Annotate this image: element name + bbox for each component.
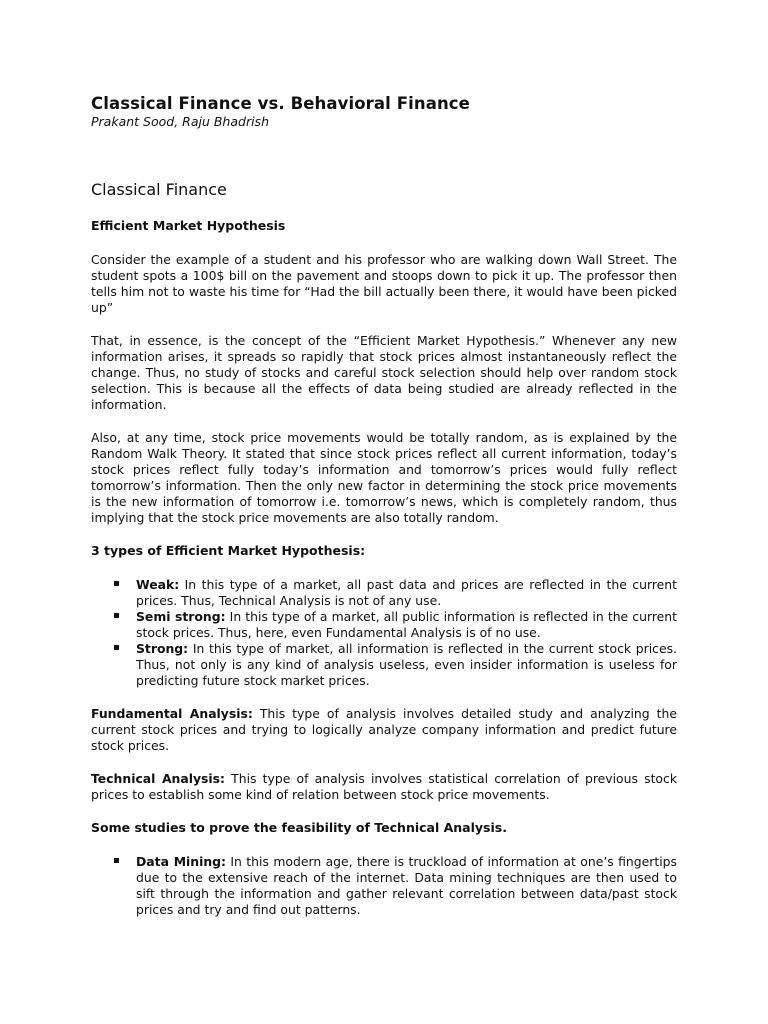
studies-list [91, 854, 677, 918]
term-fundamental-analysis: Fundamental Analysis: [91, 706, 253, 721]
emh-types-list [91, 577, 677, 689]
list-item-term: Data Mining: [136, 854, 226, 869]
section-heading-classical-finance: Classical Finance [91, 180, 227, 199]
definition-fundamental-analysis: This type of analysis involves detailed study and analyzing the current stock prices and trying to logically analyze company information and predict future stock prices. [91, 706, 677, 753]
list-item-term: Strong: [136, 641, 189, 656]
list-item-data-mining [136, 854, 677, 918]
square-bullet-icon [114, 858, 119, 863]
subheading-emh-types: 3 types of Efficient Market Hypothesis: [91, 543, 366, 558]
list-item-semi-strong [136, 609, 677, 641]
subheading-efficient-market-hypothesis: Efficient Market Hypothesis [91, 218, 286, 233]
square-bullet-icon [114, 581, 119, 586]
document-title: Classical Finance vs. Behavioral Finance [91, 94, 470, 113]
list-item-text: In this type of a market, all public information is reflected in the current stock prices. Thus, here, even Fundamental Analysis is of no use. [136, 609, 677, 640]
square-bullet-icon [114, 613, 119, 618]
square-bullet-icon [114, 645, 119, 650]
term-technical-analysis: Technical Analysis: [91, 771, 225, 786]
document-authors: Prakant Sood, Raju Bhadrish [91, 114, 269, 129]
paragraph-technical-analysis [91, 771, 677, 803]
definition-technical-analysis: This type of analysis involves statistical correlation of previous stock prices to establish some kind of relation between stock price movements. [91, 771, 677, 802]
list-item-strong [136, 641, 677, 689]
paragraph-wall-street-example: Consider the example of a student and his professor who are walking down Wall Street. The student spots a 100$ bill on the pavement and stoops down to pick it up. The professor then tells him not to waste his time for “Had the bill actually been there, it would have been picked up” [91, 252, 677, 315]
list-item-term: Semi strong: [136, 609, 226, 624]
paragraph-fundamental-analysis [91, 706, 677, 754]
paragraph-random-walk: Also, at any time, stock price movements would be totally random, as is explained by the Random Walk Theory. It stated that since stock prices reflect all current information, today’s stock prices reflect fully today’s information and tomorrow’s prices would fully reflect tomorrow’s information. Then the only new factor in determining the stock price movements is the new information of tomorrow i.e. tomorrow’s news, which is completely random, thus implying that the stock price movements are also totally random. [91, 430, 677, 525]
list-item-text: In this type of market, all information is reflected in the current stock prices. Thus, not only is any kind of analysis useless, even insider information is useless for predicting future stock market prices. [136, 641, 677, 688]
subheading-technical-analysis-studies: Some studies to prove the feasibility of Technical Analysis. [91, 820, 507, 835]
list-item-text: In this type of a market, all past data and prices are reflected in the current prices. Thus, Technical Analysis is not of any use. [136, 577, 677, 608]
list-item-text: In this modern age, there is truckload of information at one’s fingertips due to the extensive reach of the internet. Data mining techniques are then used to sift through the information and gather relevant correlation between data/past stock prices and try and find out patterns. [136, 854, 677, 917]
paragraph-emh-concept: That, in essence, is the concept of the “Efficient Market Hypothesis.” Whenever any new information arises, it spreads so rapidly that stock prices almost instantaneously reflect the change. Thus, no study of stocks and careful stock selection should help over random stock selection. This is because all the effects of data being studied are already reflected in the information. [91, 333, 677, 412]
list-item-weak [136, 577, 677, 609]
list-item-term: Weak: [136, 577, 180, 592]
